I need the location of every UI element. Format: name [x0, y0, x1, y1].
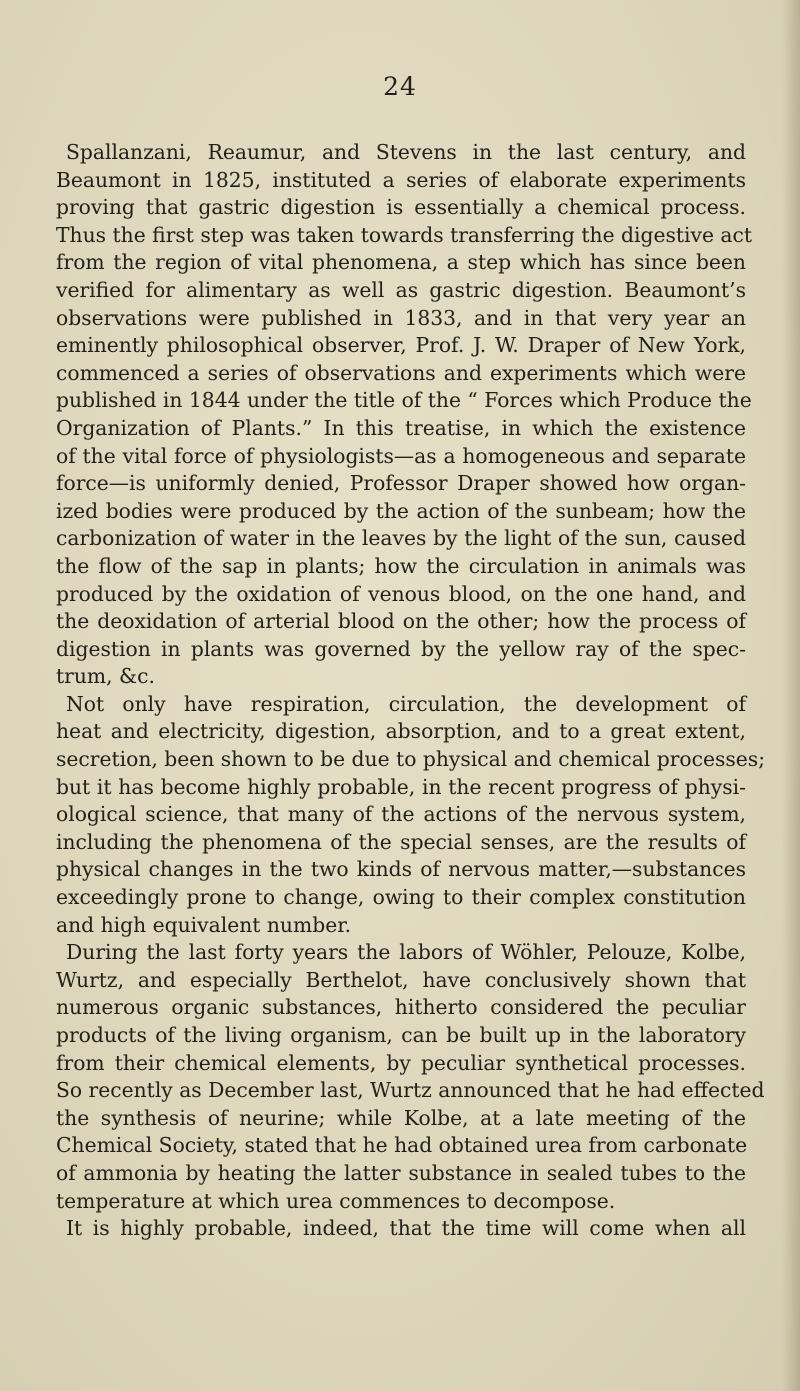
- text-line: from their chemical elements, by peculiar synthetical processes.: [56, 1050, 746, 1075]
- text-line: products of the living organism, can be built up in the laboratory: [56, 1023, 746, 1047]
- body-text: [56, 139, 766, 1243]
- text-line: numerous organic substances, hitherto considered the peculiar: [56, 995, 746, 1020]
- text-line: Thus the first step was taken towards transferring the digestive act: [56, 222, 753, 247]
- text-line: ological science, that many of the actions of the nervous system,: [56, 802, 746, 827]
- text-line: observations were published in 1833, and in that very year an: [56, 305, 746, 330]
- text-line: but it has become highly probable, in the recent progress of physi-: [56, 774, 746, 799]
- page-edge-shadow: [782, 0, 800, 1391]
- text-line: the deoxidation of arterial blood on the other; how the process of: [56, 609, 746, 634]
- text-line: eminently philosophical observer, Prof. J. W. Draper of New York,: [56, 333, 746, 358]
- text-line: Beaumont in 1825, instituted a series of elaborate experiments: [56, 167, 746, 192]
- text-line: exceedingly prone to change, owing to their complex constitution: [56, 885, 746, 910]
- text-line: temperature at which urea commences to decompose.: [56, 1188, 616, 1213]
- text-line: trum, &c.: [56, 664, 155, 689]
- text-line: of the vital force of physiologists—as a homogeneous and separate: [56, 443, 746, 468]
- text-line: During the last forty years the labors of Wöhler, Pelouze, Kolbe,: [66, 940, 746, 965]
- text-line: Wurtz, and especially Berthelot, have conclusively shown that: [56, 967, 746, 992]
- text-line: commenced a series of observations and experiments which were: [56, 360, 746, 385]
- text-line: Chemical Society, stated that he had obtained urea from carbonate: [56, 1133, 748, 1158]
- text-line: Not only have respiration, circulation, the development of: [66, 691, 746, 716]
- text-line: including the phenomena of the special senses, are the results of: [56, 829, 746, 854]
- text-line: So recently as December last, Wurtz announced that he had effected: [56, 1078, 765, 1103]
- text-line: produced by the oxidation of venous blood, on the one hand, and: [56, 581, 746, 606]
- text-line: Spallanzani, Reaumur, and Stevens in the last century, and: [66, 140, 746, 164]
- text-line: heat and electricity, digestion, absorption, and to a great extent,: [56, 719, 746, 744]
- text-line: published in 1844 under the title of the “ Forces which Produce the: [56, 388, 752, 413]
- page-number: 24: [383, 72, 417, 101]
- text-line: of ammonia by heating the latter substance in sealed tubes to the: [56, 1160, 746, 1185]
- text-line: from the region of vital phenomena, a step which has since been: [56, 250, 746, 275]
- text-line: the flow of the sap in plants; how the circulation in animals was: [56, 553, 746, 578]
- text-line: the synthesis of neurine; while Kolbe, at a late meeting of the: [56, 1105, 746, 1130]
- text-line: proving that gastric digestion is essentially a chemical process.: [56, 195, 746, 220]
- text-line: It is highly probable, indeed, that the time will come when all: [66, 1216, 746, 1241]
- text-line: carbonization of water in the leaves by the light of the sun, caused: [56, 526, 746, 551]
- text-line: digestion in plants was governed by the yellow ray of the spec-: [56, 636, 746, 661]
- text-line: Organization of Plants.” In this treatise, in which the existence: [56, 415, 746, 440]
- text-line: and high equivalent number.: [56, 912, 352, 937]
- text-line: force—is uniformly denied, Professor Draper showed how organ-: [56, 471, 746, 496]
- text-line: physical changes in the two kinds of nervous matter,—substances: [56, 857, 746, 882]
- text-line: verified for alimentary as well as gastric digestion. Beaumont’s: [56, 277, 746, 302]
- text-line: secretion, been shown to be due to physical and chemical processes;: [56, 747, 766, 772]
- text-line: ized bodies were produced by the action of the sunbeam; how the: [56, 498, 746, 523]
